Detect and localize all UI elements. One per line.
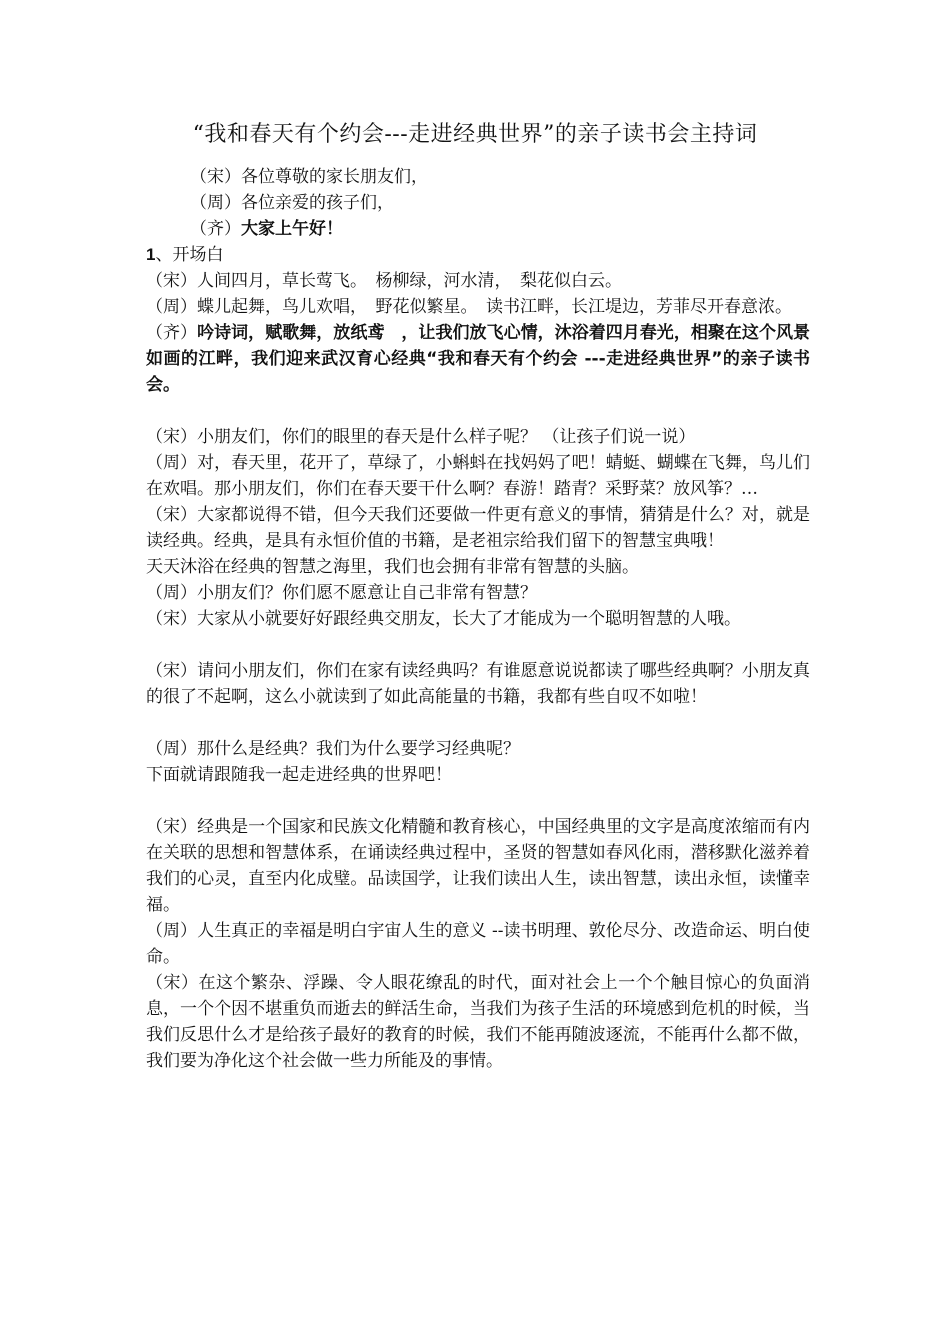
greeting-zhou: （周）各位亲爱的孩子们， xyxy=(190,193,394,213)
paragraph: （宋）小朋友们，你们的眼里的春天是什么样子呢？ （让孩子们说一说） xyxy=(146,427,696,447)
document-title: “我和春天有个约会---走进经典世界”的亲子读书会主持词 xyxy=(192,122,758,147)
paragraph: 下面就请跟随我一起走进经典的世界吧！ xyxy=(146,765,452,785)
paragraph: （周）那什么是经典？我们为什么要学习经典呢？ xyxy=(146,739,520,759)
paragraph: 天天沐浴在经典的智慧之海里，我们也会拥有非常有智慧的头脑。 xyxy=(146,557,639,577)
greeting-together xyxy=(146,216,810,242)
paragraph: （宋）请问小朋友们，你们在家有读经典吗？有谁愿意说说都读了哪些经典啊？小朋友真的很了不起啊，这么小就读到了如此高能量的书籍，我都有些自叹不如啦！ xyxy=(146,661,810,707)
paragraph: （宋）在这个繁杂、浮躁、令人眼花缭乱的时代，面对社会上一个个触目惊心的负面消息，一个个因不堪重负而逝去的鲜活生命，当我们为孩子生活的环境感到危机的时候，当我们反思什么才是给孩子最好的教育的时候，我们不能再随波逐流，不能再什么都不做，我们要为净化这个社会做一些力所能及的事情。 xyxy=(146,973,810,1071)
paragraph: （宋）大家都说得不错，但今天我们还要做一件更有意义的事情，猜猜是什么？对，就是读经典。经典，是具有永恒价值的书籍，是老祖宗给我们留下的智慧宝典哦！ xyxy=(146,505,810,551)
bold-text: 吟诗词，赋歌舞，放纸鸢 ，让我们放飞心情，沐浴着四月春光，相聚在这个风景如画的江畔，我们迎来武汉育心经典“我和春天有个约会 ---走进经典世界”的亲子读书会。 xyxy=(146,323,811,395)
paragraph: （宋）大家从小就要好好跟经典交朋友，长大了才能成为一个聪明智慧的人哦。 xyxy=(146,609,741,629)
paragraph: （周）人生真正的幸福是明白宇宙人生的意义 --读书明理、敦伦尽分、改造命运、明白使命。 xyxy=(146,921,810,967)
section-label: 、开场白 xyxy=(155,245,224,265)
paragraph: （宋）人间四月，草长莺飞。 杨柳绿，河水清， 梨花似白云。 xyxy=(146,271,622,291)
blank-line xyxy=(146,632,810,658)
paragraph: （宋）经典是一个国家和民族文化精髓和教育核心，中国经典里的文字是高度浓缩而有内在关联的思想和智慧体系，在诵读经典过程中，圣贤的智慧如春风化雨，潜移默化滋养着我们的心灵，直至内化成璧。品读国学，让我们读出人生，读出智慧，读出永恒，读懂幸福。 xyxy=(146,817,810,915)
section-heading-opening xyxy=(146,242,810,268)
paragraph-together xyxy=(146,320,810,398)
blank-line xyxy=(146,398,810,424)
document-body xyxy=(146,164,810,1074)
section-number: 1 xyxy=(146,245,156,264)
greeting-together-text: 大家上午好！ xyxy=(241,219,343,239)
paragraph: （周）小朋友们？你们愿不愿意让自己非常有智慧？ xyxy=(146,583,537,603)
paragraph: （周）蝶儿起舞，鸟儿欢唱， 野花似繁星。 读书江畔，长江堤边，芳菲尽开春意浓。 xyxy=(146,297,792,317)
speaker-label: （齐） xyxy=(146,323,198,343)
blank-line xyxy=(146,710,810,736)
paragraph: （周）对，春天里，花开了，草绿了，小蝌蚪在找妈妈了吧！蜻蜓、蝴蝶在飞舞，鸟儿们在欢唱。那小朋友们，你们在春天要干什么啊？春游！踏青？采野菜？放风筝？… xyxy=(146,453,810,499)
greeting-song: （宋）各位尊敬的家长朋友们， xyxy=(190,167,428,187)
blank-line xyxy=(146,788,810,814)
greeting-together-speaker: （齐） xyxy=(190,219,241,239)
